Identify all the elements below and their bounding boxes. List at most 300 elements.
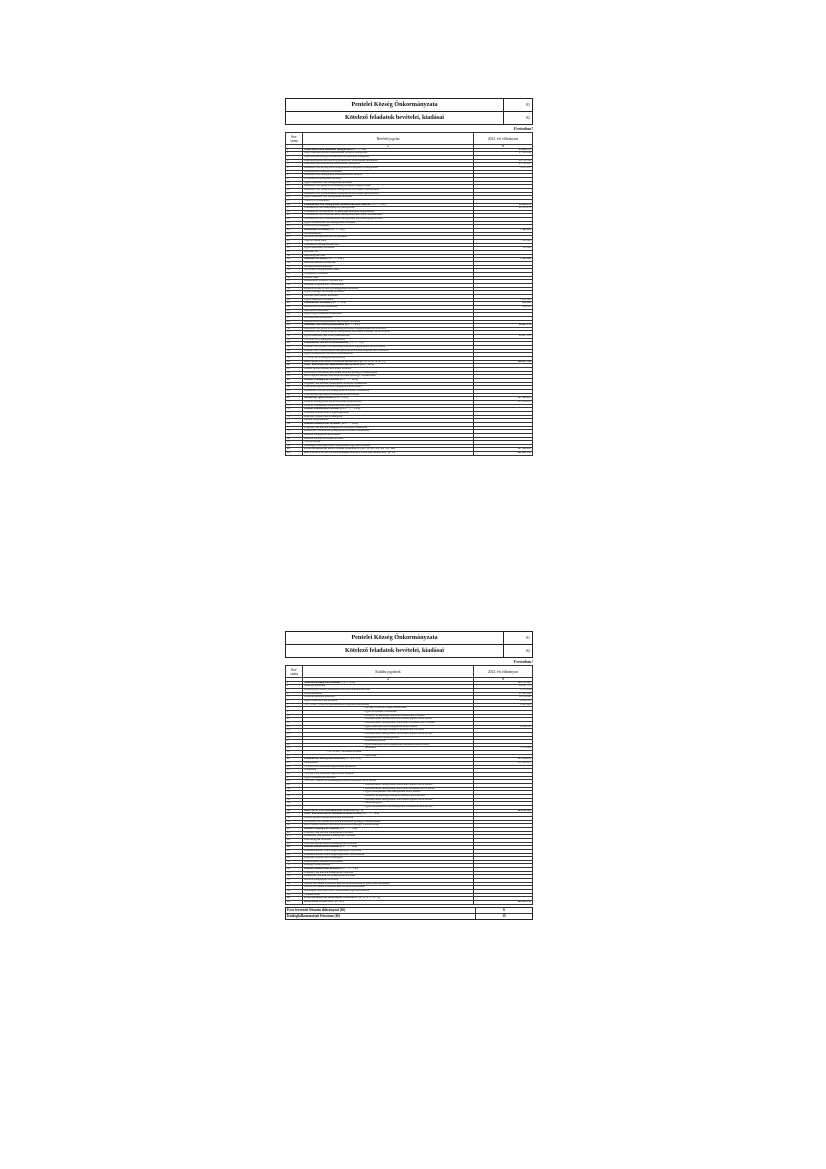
row-number: 22	[286, 758, 303, 762]
row-label: Elvonások és befizetések bevételei	[303, 177, 474, 181]
row-number: 5	[286, 696, 303, 700]
row-label: Iparűzési adó	[303, 251, 474, 255]
row-label: Működési célú garancia- és kezességvállalásból megtérülések ÁH-n kívülről	[303, 327, 474, 331]
row-number: 17	[286, 207, 303, 211]
sheet-tag: 01	[526, 635, 530, 640]
row-number: 6	[286, 699, 303, 703]
row-label: Kiszámlázott általános forgalmi adó	[303, 280, 474, 284]
row-number: 9	[286, 710, 303, 714]
row-number: 5	[286, 163, 303, 167]
row-label: Személyi juttatások	[303, 685, 474, 689]
row-number: 41	[286, 827, 303, 831]
row-label: Működési célú átvett pénzeszközök (6.1.+...+6.3.)	[303, 324, 474, 328]
row-label: Egyéb működési célú átvett pénzeszközök	[303, 335, 474, 339]
column-header-number: Sor- szám	[286, 133, 303, 145]
row-label: Váltókiadások	[303, 893, 474, 897]
row-label: - Törvényi előíráson alapuló befizetések	[303, 707, 474, 711]
org-title: Pentelei Község Önkormányzata	[286, 99, 504, 111]
row-number: 2	[286, 685, 303, 689]
row-number: 77	[286, 426, 303, 430]
row-number: 22	[286, 225, 303, 229]
row-value: 890 000	[474, 305, 533, 309]
row-number: 67	[286, 389, 303, 393]
column-header-value: 2023. évi előirányzat	[474, 666, 533, 678]
row-number: 43	[286, 835, 303, 839]
row-value: 1 980 000	[474, 298, 533, 302]
row-label: Rövid lejáratú hitelek, kölcsönök törlesztése pénzügyi vállalkozásnak	[303, 824, 474, 828]
row-label: Forgatási célú belföldi értékpapírok vásárlása	[303, 831, 474, 835]
row-label: Belföldi értékpapírok kiadásai (5.1. + ... + 5.4.)	[303, 827, 474, 831]
row-label: Egyéb felhalmozási kiadások	[303, 776, 474, 780]
row-number: 2	[286, 152, 303, 156]
row-number: 50	[286, 860, 303, 864]
row-label: - Egyéb működési célú támogatások államháztartáson kívülre	[303, 743, 474, 747]
row-number: 69	[286, 397, 303, 401]
row-label: Belföldi finanszírozás bevételei (13.1. + ... + 13.3.)	[303, 408, 474, 412]
row-number: 59	[286, 893, 303, 897]
row-label: - Lakástámogatás	[303, 802, 474, 806]
row-label: Adóssághoz nem kapcsolódó származékos ügyletek bevételei	[303, 444, 474, 448]
table-row	[286, 901, 533, 905]
unit-label: Forintban!	[513, 659, 533, 664]
row-number: 62	[286, 371, 303, 375]
summary-value: 15	[502, 913, 506, 918]
row-number: 42	[286, 831, 303, 835]
row-value: 1 980 000	[474, 258, 533, 262]
row-label: - az 1.5-ből: - Általános tartalék	[303, 751, 474, 755]
revenue-table	[285, 132, 533, 456]
row-label: - 2.1-ből EU-s forrásból megvalósuló beruházás	[303, 765, 474, 769]
row-number: 4	[286, 159, 303, 163]
row-number: 56	[286, 349, 303, 353]
column-header-label: Bevételi jogcím	[303, 133, 474, 145]
row-number: 44	[286, 838, 303, 842]
row-number: 36	[286, 276, 303, 280]
row-number: 48	[286, 853, 303, 857]
row-label: - Egyéb elvonások, befizetések	[303, 710, 474, 714]
row-label: Külföldi értékpapírok kibocsátása	[303, 433, 474, 437]
summary-label: Közfoglalkoztatottak létszáma (fő)	[286, 914, 476, 919]
row-value: 5 136 000	[474, 747, 533, 751]
row-number: 37	[286, 280, 303, 284]
row-value: 59 847 735	[474, 685, 533, 689]
row-number: 43	[286, 302, 303, 306]
row-number: 11	[286, 718, 303, 722]
row-label: Pénzeszközök betétként elhelyezése	[303, 860, 474, 864]
row-label: Forgatási célú belföldi értékpapírok beváltása, értékesítése	[303, 382, 474, 386]
row-label: - Céltartalék	[303, 754, 474, 758]
section-header	[285, 645, 533, 658]
row-value: 2 405 000	[474, 703, 533, 707]
row-number: 30	[286, 254, 303, 258]
row-label: Működési bevételek (4.1.+...+4.10.)	[303, 258, 474, 262]
row-value: 890 000	[474, 302, 533, 306]
row-label: Likviditási célú hitelek, kölcsönök törlesztése pénzügyi vállalkozásnak	[303, 820, 474, 824]
row-label: Felhalm. célú visszatérítendő támogatások, kölcsönök visszatér. ÁH-n kívülről	[303, 349, 474, 353]
row-label: - 2.3-ból EU-s forrásból megvalósuló felújítás	[303, 773, 474, 777]
row-number: 29	[286, 251, 303, 255]
row-label: Önkormányzatok szociális és gyermekjóléti feladatainak támogatása	[303, 159, 474, 163]
row-label: - Visszatérítendő támogatások, kölcsönök nyújtása ÁH-n kívülre	[303, 732, 474, 736]
row-number: 38	[286, 283, 303, 287]
row-label: Egyéb felhalmozási célú támogatások bevételei	[303, 221, 474, 225]
row-label: Központi, irányító szervi támogatás	[303, 857, 474, 861]
row-number: 26	[286, 773, 303, 777]
row-number: 37	[286, 813, 303, 817]
row-number: 36	[286, 809, 303, 813]
row-label: Működési célú visszatérítendő támogatások, kölcsönök visszatérülése	[303, 188, 474, 192]
row-number: 76	[286, 422, 303, 426]
row-number: 82	[286, 444, 303, 448]
row-number: 27	[286, 776, 303, 780]
column-letter-b: B	[474, 678, 533, 682]
row-label: Biztosító által fizetett kártérítés	[303, 294, 474, 298]
row-value: 111 142 478	[474, 762, 533, 766]
row-number: 10	[286, 181, 303, 185]
row-label: Felhalmozási költségvetés kiadásai (2.1.+2.3.+2.5.)	[303, 758, 474, 762]
row-number: 46	[286, 846, 303, 850]
row-label: Termékek és szolgáltatások adói	[303, 243, 474, 247]
row-value: 149 723 587	[474, 681, 533, 685]
row-value: 115 318 478	[474, 758, 533, 762]
row-label: Egyéb felhalmozási célú átvett pénzeszközök	[303, 353, 474, 357]
row-number: 51	[286, 331, 303, 335]
row-label: - Garancia és kezességvállalásból kifizetés ÁH-n kívülre	[303, 729, 474, 733]
row-value: 266 042 193	[474, 452, 533, 456]
table-header-row	[286, 666, 533, 678]
row-label: Jövedelemadók	[303, 232, 474, 236]
row-label: Immateriális javak értékesítése	[303, 305, 474, 309]
section-title: Kötelező feladatok bevételei, kiadásai	[286, 645, 504, 657]
row-number: 46	[286, 313, 303, 317]
row-label: - Visszatérítendő támogatások, kölcsönök nyújtása ÁH-n belülre	[303, 784, 474, 788]
row-number: 58	[286, 357, 303, 361]
row-number: 29	[286, 784, 303, 788]
row-label: Egyéb tárgyi eszközök értékesítése	[303, 313, 474, 317]
row-label: Hosszú lejáratú hitelek, kölcsönök törlesztése	[303, 816, 474, 820]
row-number: 53	[286, 338, 303, 342]
row-label: Rövid lejáratú hitelek, kölcsönök felvétele pénzügyi vállalkozástól	[303, 375, 474, 379]
row-number: 25	[286, 236, 303, 240]
row-label: - 2.5-ből: - Garancia- és kezességvállalásból kifizetés ÁH-n belülre	[303, 780, 474, 784]
row-number: 21	[286, 221, 303, 225]
row-number: 31	[286, 258, 303, 262]
row-label: Előző év költségvetési maradványának igénybevétele	[303, 400, 474, 404]
row-label: Éven túli lejáratú belföldi értékpapírok beváltása	[303, 842, 474, 846]
row-number: 39	[286, 820, 303, 824]
row-label: Betétek megszüntetése	[303, 419, 474, 423]
row-label: - Garancia- és kezességvállalásból kifizetés ÁH-n kívülre	[303, 795, 474, 799]
row-value: 22 858 979	[474, 203, 533, 207]
row-value: 8 723 058	[474, 688, 533, 692]
row-label: - ebből EU-s támogatás	[303, 225, 474, 229]
row-number: 57	[286, 353, 303, 357]
row-number: 63	[286, 375, 303, 379]
row-number: 17	[286, 740, 303, 744]
row-value: 148 087 336	[474, 360, 533, 364]
row-number: 68	[286, 393, 303, 397]
row-label: - Egyéb felhalmozási célú támogatások ÁH-n belülre	[303, 791, 474, 795]
row-label: - Egyéb felhalmozási célú támogatások államháztartáson kívülre	[303, 805, 474, 809]
row-number: 40	[286, 291, 303, 295]
row-label: Hitel-, kölcsönfelvétel államháztartáson kívülről (10.1.+10.3.)	[303, 364, 474, 368]
row-number: 55	[286, 879, 303, 883]
row-label: Egyéb pénzügyi műveletek bevételei	[303, 291, 474, 295]
row-label: Külföldi hitelek, kölcsönök felvétele	[303, 437, 474, 441]
row-number: 61	[286, 901, 303, 905]
row-value: 117 954 857	[474, 448, 533, 452]
row-number: 16	[286, 203, 303, 207]
row-label: Egyéb működési célú támogatások bevételei	[303, 181, 474, 185]
row-label: Szolgáltatások ellenértéke	[303, 265, 474, 269]
row-number: 1	[286, 681, 303, 685]
row-number: 15	[286, 199, 303, 203]
row-label: Forgatási célú külföldi értékpapírok beváltása, értékesítése	[303, 426, 474, 430]
row-number: 15	[286, 732, 303, 736]
row-number: 30	[286, 787, 303, 791]
row-number: 12	[286, 188, 303, 192]
revenue-sheet	[285, 98, 533, 456]
row-label: Működési célú garancia- és kezességvállalásból megtérülések	[303, 185, 474, 189]
row-label: Hitel-, kölcsöntörlesztés államháztartáson kívülre (4.1. + ... + 4.3.)	[303, 813, 474, 817]
row-number: 56	[286, 882, 303, 886]
row-number: 4	[286, 692, 303, 696]
row-number: 50	[286, 327, 303, 331]
row-label: KÖLTSÉGVETÉSI BEVÉTELEK ÖSSZESEN: (1.+2.+3.+4.+5.+6.+7.)	[303, 360, 474, 364]
row-label: Előző év vállalkozási maradványának igénybevétele	[303, 404, 474, 408]
row-number: 53	[286, 871, 303, 875]
row-number: 42	[286, 298, 303, 302]
row-label: Befektetési célú külföldi értékpapírok beváltása	[303, 875, 474, 879]
row-number: 45	[286, 309, 303, 313]
row-label: Működési célú visszatérítendő támogatások, kölcsönök visszatér. ÁH-n kívülről	[303, 331, 474, 335]
row-label: Belföldi finanszírozás kiadásai (6.1. + ... + 6.4.)	[303, 846, 474, 850]
row-label: Felújítások	[303, 769, 474, 773]
row-number: 13	[286, 192, 303, 196]
row-value: 117 954 857	[474, 397, 533, 401]
row-number: 57	[286, 886, 303, 890]
row-label: Felhalmozási célú garancia- és kezességvállalásból megtérülések	[303, 210, 474, 214]
row-label: Idegenforgalmi adó	[303, 254, 474, 258]
row-label: Külföldi értékpapírok beváltása	[303, 879, 474, 883]
row-number: 11	[286, 185, 303, 189]
column-header-number: Sor- szám	[286, 666, 303, 678]
table-row	[286, 452, 533, 456]
row-number: 21	[286, 754, 303, 758]
row-number: 10	[286, 714, 303, 718]
expense-sheet	[285, 631, 533, 920]
headcount-summary	[285, 907, 533, 920]
row-label: Államháztartáson belüli megelőlegezések folyósítása	[303, 849, 474, 853]
row-label: Külföldi finanszírozás bevételei (14.1.+...+14.4.)	[303, 422, 474, 426]
row-number: 19	[286, 747, 303, 751]
row-number: 74	[286, 415, 303, 419]
row-label: Felhalmozási célú visszatérítendő támogatások, kölcsönök visszatérülése	[303, 214, 474, 218]
row-label: Önkormányzatok kulturális feladatainak támogatása	[303, 163, 474, 167]
column-header-label: Kiadási jogcímek	[303, 666, 474, 678]
row-label: Működési célú költségvetési támogatások és kiegészítő támogatások	[303, 166, 474, 170]
summary-label: Éves tervezett létszám előirányzat (fő)	[286, 908, 476, 913]
row-number: 38	[286, 816, 303, 820]
row-number: 9	[286, 177, 303, 181]
row-label: Hitelek, kölcsönök törlesztése külföldi pénzintézeteknek	[303, 886, 474, 890]
row-number: 18	[286, 210, 303, 214]
row-value: 700 000	[474, 247, 533, 251]
row-number: 60	[286, 897, 303, 901]
row-number: 24	[286, 765, 303, 769]
row-value: 7 800 000	[474, 229, 533, 233]
row-label: Munkaadókat terhelő járulékok és szociális hozzájárulási adó	[303, 688, 474, 692]
row-number: 78	[286, 430, 303, 434]
row-label: Közhatalmi bevételek (3.1.+...+3.5.)	[303, 229, 474, 233]
row-value: 10 789 000	[474, 696, 533, 700]
row-label: - Árkiegészítések, ártámogatások	[303, 736, 474, 740]
row-number: 12	[286, 721, 303, 725]
row-number: 54	[286, 875, 303, 879]
row-label: Egyéb működési bevételek	[303, 298, 474, 302]
row-label: Éven belüli lejáratú belföldi értékpapírok kibocsátása	[303, 386, 474, 390]
row-label: Felhalmozási bevételek (5.1.+...+5.5.)	[303, 302, 474, 306]
row-number: 32	[286, 262, 303, 266]
row-label: Felhalmozási célú átvett pénzeszközök (7.1.+...+7.3.)	[303, 342, 474, 346]
row-label: Dologi kiadások	[303, 692, 474, 696]
row-number: 39	[286, 287, 303, 291]
row-number: 1	[286, 148, 303, 152]
sheet-tag: 02	[526, 115, 530, 120]
row-value: 117 954 857	[474, 400, 533, 404]
row-value: 28 667 978	[474, 335, 533, 339]
row-label: Részesedések megszűnéséhez kapcsolódó bevételek	[303, 320, 474, 324]
row-number: 19	[286, 214, 303, 218]
row-label: Maradvány igénybevétele (13.1.+13.2.)	[303, 397, 474, 401]
row-label: Egyéb közhatalmi bevételek	[303, 247, 474, 251]
row-label: Központi, irányító szervi támogatás	[303, 415, 474, 419]
row-value: 22 858 979	[474, 207, 533, 211]
row-number: 73	[286, 411, 303, 415]
row-number: 70	[286, 400, 303, 404]
row-number: 47	[286, 849, 303, 853]
row-label: Működési célú támogatások államháztartáson belülről	[303, 174, 474, 178]
row-value: 85 890 379	[474, 148, 533, 152]
row-number: 71	[286, 404, 303, 408]
row-number: 48	[286, 320, 303, 324]
row-label: Felhalmozási célú visszatérítendő támogatások, kölcsönök igénybevétele	[303, 218, 474, 222]
row-number: 84	[286, 452, 303, 456]
row-number: 81	[286, 441, 303, 445]
row-number: 45	[286, 842, 303, 846]
row-number: 41	[286, 294, 303, 298]
row-number: 52	[286, 868, 303, 872]
row-label: Belföldi értékpapírok bevételei (11.1. +...+11.4.)	[303, 379, 474, 383]
row-number: 40	[286, 824, 303, 828]
row-label: KIADÁSOK ÖSSZESEN: (3.+10.)	[303, 901, 474, 905]
row-value: 6 419 765	[474, 725, 533, 729]
column-letter-a: A	[303, 145, 474, 149]
row-label: Kamatbevételek és más nyereségjellegű bevételek	[303, 287, 474, 291]
summary-row	[286, 914, 532, 919]
org-header	[285, 98, 533, 112]
row-number: 33	[286, 798, 303, 802]
row-number: 58	[286, 890, 303, 894]
row-number: 55	[286, 346, 303, 350]
row-number: 7	[286, 703, 303, 707]
row-value: 265 042 065	[474, 809, 533, 813]
row-label: - Visszatérítendő támogatások, kölcsönök törlesztése ÁH-n belülre	[303, 787, 474, 791]
row-label: Működési költségvetés kiadásai (1.1+...+1.5.)	[303, 681, 474, 685]
row-label: Kincstárjegyek beváltása	[303, 838, 474, 842]
row-label: KÖLTSÉGVETÉSI KIADÁSOK ÖSSZESEN (1+2)	[303, 809, 474, 813]
row-number: 32	[286, 795, 303, 799]
row-label: KÖLTSÉGVETÉSI ÉS FINANSZÍROZÁSI BEVÉTELEK ÖSSZESEN: (9+17)	[303, 452, 474, 456]
row-label: - Egyéb működési célú támogatások ÁH-n belülre	[303, 725, 474, 729]
row-label: - Visszatérítendő támogatások, kölcsönök törlesztése ÁH-n belülre	[303, 721, 474, 725]
row-label: Önkormányzatok működési támogatásai (1.1.+...+1.6.)	[303, 148, 474, 152]
column-letter-a: A	[303, 678, 474, 682]
row-label: Helyi önkormányzatok működésének általános támogatása	[303, 152, 474, 156]
expense-table	[285, 665, 533, 905]
row-label: Felhalmozási célú önkormányzati támogatások	[303, 207, 474, 211]
row-label: Általános forgalmi adó visszatérítése	[303, 283, 474, 287]
row-label: Éven túli lejáratú belföldi értékpapírok kibocsátása	[303, 393, 474, 397]
row-label: Hosszú lejáratú hitelek, kölcsönök felvétele	[303, 368, 474, 372]
row-number: 31	[286, 791, 303, 795]
row-number: 23	[286, 229, 303, 233]
row-label: Likviditási célú hitelek, kölcsönök felvétele pénzügyi vállalkozástól	[303, 371, 474, 375]
row-number: 7	[286, 170, 303, 174]
row-label: - Garancia- és kezességvállalásból kifizetés ÁH-n belülre	[303, 714, 474, 718]
row-number: 44	[286, 305, 303, 309]
row-number: 52	[286, 335, 303, 339]
row-label: - Tartalékok	[303, 747, 474, 751]
row-number: 24	[286, 232, 303, 236]
section-title: Kötelező feladatok bevételei, kiadásai	[286, 112, 504, 124]
row-label: Beruházások	[303, 762, 474, 766]
row-number: 33	[286, 265, 303, 269]
row-number: 75	[286, 419, 303, 423]
row-label: Egyéb működési célú kiadások	[303, 699, 474, 703]
row-number: 6	[286, 166, 303, 170]
row-number: 34	[286, 269, 303, 273]
row-label: Elszámolásból származó bevételek	[303, 170, 474, 174]
row-number: 80	[286, 437, 303, 441]
row-number: 83	[286, 448, 303, 452]
row-value: 7 100 000	[474, 240, 533, 244]
row-number: 49	[286, 324, 303, 328]
row-number: 61	[286, 368, 303, 372]
row-label: Ellátottak pénzbeli juttatásai	[303, 696, 474, 700]
row-number: 16	[286, 736, 303, 740]
row-number: 3	[286, 688, 303, 692]
row-number: 51	[286, 864, 303, 868]
row-label: Külföldi finanszírozás kiadásai (7.1. + ... + 7.5.)	[303, 868, 474, 872]
row-label: - 7.3.-ból EU-s támogatás (közvetlen)	[303, 357, 474, 361]
section-header	[285, 112, 533, 125]
row-number: 23	[286, 762, 303, 766]
row-label: FINANSZÍROZÁSI BEVÉTELEK ÖSSZESEN: (10.+11.+12.+13.+14.+15.+16.)	[303, 448, 474, 452]
sheet-tag: 02	[526, 648, 530, 653]
row-number: 26	[286, 240, 303, 244]
row-label: Részesedések értékesítése	[303, 316, 474, 320]
row-label: Felhalm. célú garancia- és kezességvállalásból megtérülések ÁH-n kívülről	[303, 346, 474, 350]
row-label: - Visszatérítendő támogatások, kölcsönök nyújtása ÁH-n belülre	[303, 718, 474, 722]
row-label: Közvetített szolgáltatások értéke	[303, 269, 474, 273]
row-label: Befektetési célú belföldi értékpapírok vásárlása	[303, 835, 474, 839]
row-label: - az 1.5-ből: - Előző évi elszámolásból származó befizetések	[303, 703, 474, 707]
row-number: 35	[286, 272, 303, 276]
row-number: 34	[286, 802, 303, 806]
row-number: 3	[286, 155, 303, 159]
org-header	[285, 631, 533, 645]
